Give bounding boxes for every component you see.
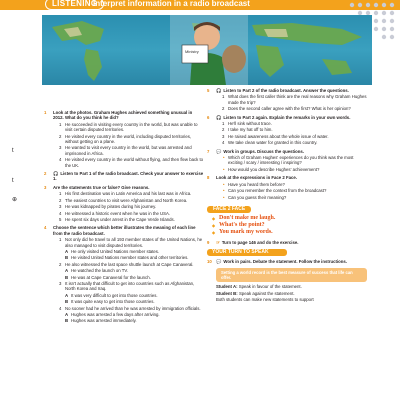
debate-statement: Setting a world record is the best measure of success that life can offer. bbox=[216, 268, 367, 283]
section-tag: LISTENING bbox=[45, 0, 104, 10]
exercise-7: 7 💬 Work in groups. Discuss the questions. • Which of Graham Hughes' experiences do you think was the most exciting / scary / interesting / inspiring? • How would you describe Hughes' achievement? bbox=[207, 149, 367, 173]
exercise-5: 5 🎧 Listen to Part 2 of the radio broadcast. Answer the questions. 1 What does the first caller think are the real reasons why Graham Hughes made the trip? 2 Does the second caller agree with the first? What is her opinion? bbox=[207, 88, 367, 112]
phrase: ◆ Don't make me laugh. bbox=[207, 215, 367, 222]
speech-bubble-icon: 💬 bbox=[216, 148, 222, 154]
exercise-8: 8 Look at the expressions in Face 2 Face. • Have you heard them before? • Can you remember the context from the broadcast? • Can you guess their meaning? bbox=[207, 175, 367, 200]
margin-mark: t bbox=[12, 148, 14, 154]
phrase: ◆ You mark my words. bbox=[207, 229, 367, 236]
your-turn-banner: YOUR TURN TO SPEAK bbox=[207, 249, 287, 256]
face-2-face-box bbox=[207, 203, 367, 236]
extra-instruction: Both students can make new statements to support bbox=[216, 297, 314, 303]
left-column bbox=[44, 110, 204, 327]
ministry-sign: Ministry bbox=[185, 49, 199, 54]
speech-bubble-icon: 💬 bbox=[216, 259, 222, 265]
world-map-photo bbox=[42, 15, 372, 85]
exercise-10: 10 💬 Work in pairs. Debate the statement. Follow the instructions. bbox=[207, 259, 347, 265]
exercise-2: 2 🎧 Listen to Part 1 of the radio broadcast. Check your answer to exercise 1. bbox=[44, 171, 204, 182]
exercise-6: 6 🎧 Listen to Part 2 again. Explain the remarks in your own words. 1 He'll sink without trace. 2 I take my hat off to him. 3 He raised awareness about the whole issue of water. 4 We take clean water for granted in this country. bbox=[207, 114, 351, 146]
right-column bbox=[207, 88, 367, 304]
phrase: ◆ What's the point? bbox=[207, 222, 367, 229]
margin-crosshair-icon: ⊕ bbox=[12, 197, 18, 203]
speaker-line: Student B: Speak against the statement. bbox=[216, 290, 295, 296]
margin-mark: t bbox=[12, 178, 14, 184]
headphones-icon: 🎧 bbox=[216, 88, 222, 93]
headphones-icon: 🎧 bbox=[53, 171, 59, 177]
speaker-line: Student A: Speak in favour of the statement. bbox=[216, 284, 302, 290]
face-2-face-label: FACE 2 FACE bbox=[207, 206, 251, 213]
headphones-icon: 🎧 bbox=[216, 114, 222, 120]
exercise-4: 4 Choose the sentence which better illustrates the meaning of each line from the radio broadcast. 1 Not only did he travel to all 193 member states of the United Nations, he also managed to visit disputed territories. A He only visited United Nations member states. B He visited United Nations member states and other territories. 2 He also witnessed the last space shuttle launch at Cape Canaveral. A He watched the launch on TV. B He was at Cape Canaveral for the launch. 3 It isn't actually that difficult to get into countries such as Afghanistan, North Korea and Iraq. A It was very difficult to get into those countries. B It was quite easy to get into those countries. 4 No sooner had he arrived than he was arrested by immigration officials. A Hughes was arrested a few days after arriving. B Hughes was arrested immediately. bbox=[44, 225, 203, 324]
pointing-hand-icon: ☞ bbox=[216, 240, 220, 246]
page-title: Interpret information in a radio broadcast bbox=[93, 0, 250, 8]
exercise-1: 1 Look at the photos. Graham Hughes achieved something unusual in 2012. What do you think he did? 1 He succeeded in visiting every country in the world, but was unable to visit certain disputed territories. 2 He visited every country in the world, including disputed territories, without getting on a plane. 3 He wanted to visit every country in the world, but was arrested and imprisoned in Africa. 4 He visited every country in the world without flying, and then flew back to the UK. bbox=[44, 110, 204, 168]
exercise-3: 3 Are the statements true or false? Give reasons. 1 His first destination was in Latin America and his last was in Africa. 2 The easiest countries to visit were Afghanistan and North Korea. 3 He was kidnapped by pirates during his journey. 4 He witnessed a historic event when he was in the USA. 5 He spent six days under arrest in the Cape Verde Islands. bbox=[44, 184, 192, 222]
exercise-9: 9 ☞ Turn to page 146 and do the exercise. bbox=[207, 240, 299, 246]
